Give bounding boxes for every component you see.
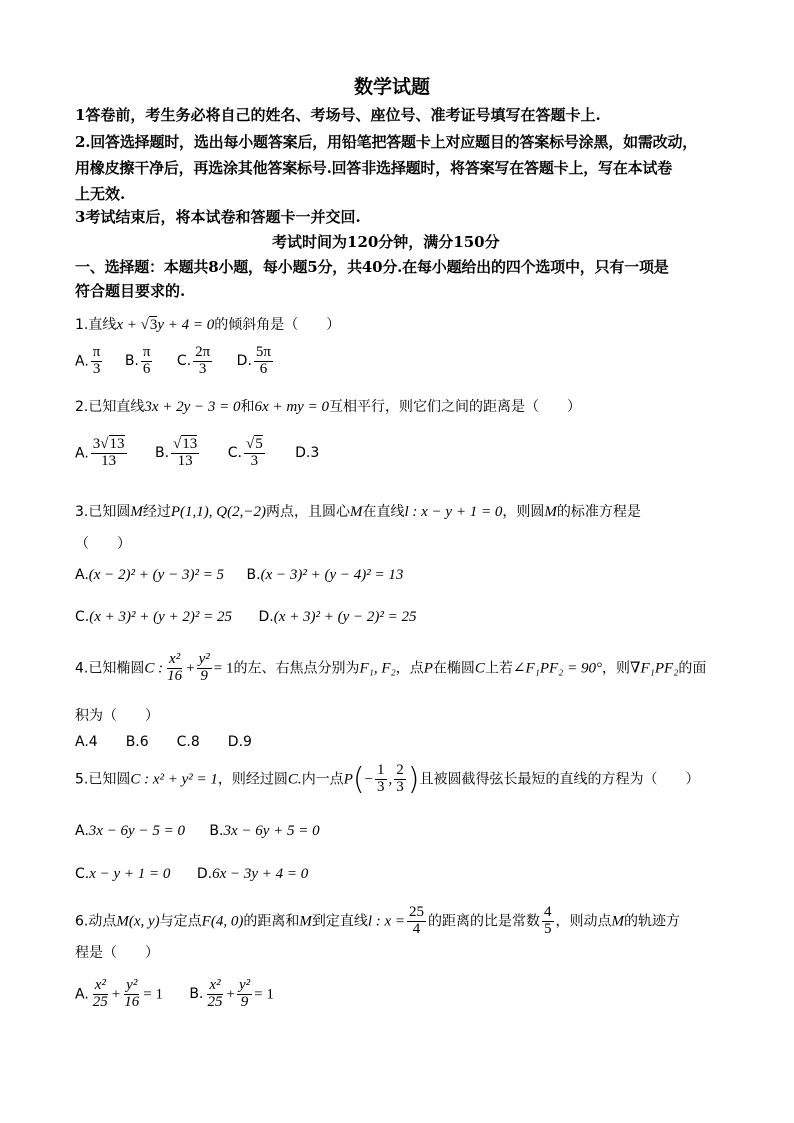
- q4-plus: +: [186, 660, 195, 677]
- q5-option-a: 3x − 6y − 5 = 0: [88, 823, 185, 839]
- q3-option-d: (x + 3)² + (y − 2)² = 25: [273, 609, 417, 625]
- q5-t2: 内一点: [301, 771, 344, 788]
- q4-eq: = 1: [213, 660, 234, 677]
- q2-eq1: 3x + 2y − 3 = 0: [144, 399, 241, 415]
- q2-option-a-label: A.: [75, 445, 89, 462]
- q3-m2: M: [349, 504, 363, 520]
- q2-a-den: 13: [101, 452, 117, 469]
- q6-t6: 的轨迹方: [624, 913, 681, 930]
- q2-mid: 和: [240, 399, 255, 415]
- q5-options-ab: [75, 823, 320, 840]
- q3-points: P(1,1), Q(2,−2): [170, 504, 266, 520]
- q3-option-b: (x − 3)² + (y − 4)² = 13: [260, 567, 404, 583]
- q4-text: 4.已知椭圆: [75, 660, 145, 677]
- q1-c-den: 3: [198, 360, 207, 377]
- q3-options-ab: [75, 567, 403, 584]
- q4-angle: ∠F₁PF₂ = 90°: [512, 660, 603, 677]
- q5-pn1: 1: [377, 762, 385, 779]
- q6-b-plus: +: [226, 986, 235, 1003]
- q6-ad1: 25: [92, 993, 108, 1010]
- q3-t3: 在直线: [362, 504, 405, 520]
- q4-t5: ，则: [602, 660, 631, 677]
- q5-option-b-label: B.: [209, 823, 224, 839]
- question-6: [75, 905, 680, 938]
- q3-t2: 两点，且圆心: [265, 504, 350, 520]
- q2-c-den: 3: [250, 452, 259, 469]
- q3-paren: （ ）: [75, 536, 131, 552]
- q2-option-c-label: C.: [227, 445, 242, 462]
- q6-b-eq: = 1: [254, 986, 274, 1003]
- q6-bn2: y²: [238, 977, 251, 993]
- q6-m3: M: [611, 913, 625, 930]
- q1-b-den: 6: [142, 360, 151, 377]
- q4-t1: 的左、右焦点分别为: [233, 660, 360, 677]
- q3-text: 3.已知圆: [75, 504, 131, 520]
- q1-text: 1.直线: [75, 317, 117, 333]
- q6-a-plus: +: [111, 986, 121, 1003]
- q4-options: A.4 B.6 C.8 D.9: [75, 734, 252, 750]
- q1-d-den: 6: [259, 360, 268, 377]
- instruction-2-end: 上无效.: [75, 185, 126, 203]
- q3-option-c-label: C.: [75, 609, 90, 625]
- q3-line: l : x − y + 1 = 0: [404, 504, 503, 520]
- q3-options-cd: [75, 609, 416, 626]
- q2-option-d: D.3: [295, 445, 320, 462]
- q4-c2: C: [474, 660, 485, 677]
- q5-pd2: 3: [396, 779, 404, 795]
- q3-t4: ，则圆: [502, 504, 545, 520]
- q2-options: A. $\frac{3√13}{13}$ B. $\frac{√13}{13}$ C. $\frac{√5}{3}$ D.3: [75, 436, 320, 469]
- q5-t1: ，则经过圆: [217, 771, 288, 788]
- q6-f: F(4, 0): [201, 913, 244, 930]
- q5-options-cd: [75, 866, 308, 883]
- q5-pd1: 3: [377, 779, 385, 795]
- q3-option-a-label: A.: [75, 567, 89, 583]
- section-heading: 一、选择题：本题共8小题，每小题5分，共40分.在每小题给出的四个选项中，只有一项是: [75, 258, 669, 276]
- q5-eq: C : x² + y² = 1: [130, 771, 218, 788]
- q6-text-cont: 程是（ ）: [75, 945, 159, 961]
- q5-text: 5.已知圆: [75, 771, 131, 788]
- instruction-2: 2.回答选择题时，选出每小题答案后，用铅笔把答题卡上对应题目的答案标号涂黑，如需改动，: [75, 133, 698, 151]
- q6-kd: 5: [544, 920, 552, 937]
- q5-option-a-label: A.: [75, 823, 89, 839]
- q6-a-eq: = 1: [143, 986, 163, 1003]
- q1-eq-rad: 3: [149, 317, 158, 333]
- q6-bd1: 25: [207, 993, 223, 1010]
- q1-b-num: π: [142, 344, 151, 360]
- q1-eq-b: y + 4 = 0: [157, 317, 215, 333]
- q3-option-c: (x + 3)² + (y + 2)² = 25: [89, 609, 233, 625]
- q3-t1: 经过: [142, 504, 171, 520]
- q5-c: C.: [287, 771, 302, 788]
- q4-n2: y²: [198, 651, 210, 667]
- q6-t3: 到定直线: [311, 913, 368, 930]
- q4-d2: 9: [200, 667, 208, 684]
- q6-m2: M: [299, 913, 312, 930]
- q6-t2: 的距离和: [243, 913, 300, 930]
- q2-eq2: 6x + my = 0: [254, 399, 329, 415]
- q6-an1: x²: [94, 977, 106, 993]
- q6-t5: ，则动点: [555, 913, 612, 930]
- q6-m: M(x, y): [116, 913, 160, 930]
- q1-d-num: 5π: [255, 344, 271, 360]
- q6-bd2: 9: [240, 993, 249, 1010]
- q5-option-b: 3x − 6y + 5 = 0: [223, 823, 320, 839]
- q6-ld: 4: [412, 920, 421, 937]
- q4-t3: 在椭圆: [432, 660, 475, 677]
- q6-kn: 4: [544, 904, 552, 920]
- instruction-1: 1答卷前，考生务必将自己的姓名、考场号、座位号、准考证号填写在答题卡上.: [75, 106, 601, 124]
- q3-option-d-label: D.: [258, 609, 274, 625]
- q1-option-b-label: B.: [124, 353, 139, 370]
- q1-option-a-label: A.: [75, 353, 89, 370]
- q5-minus: −: [364, 771, 374, 788]
- q3-option-b-label: B.: [246, 567, 261, 583]
- q1-option-d-label: D.: [236, 353, 252, 370]
- q5-option-d: 6x − 3y + 4 = 0: [212, 866, 309, 882]
- q2-a-coef: 3: [92, 436, 101, 452]
- exam-info: 考试时间为120分钟，满分150分: [272, 233, 500, 251]
- q4-t2: ，点: [395, 660, 424, 677]
- q5-option-c-label: C.: [75, 866, 90, 882]
- q2-post: 互相平行，则它们之间的距离是（ ）: [328, 399, 581, 415]
- question-5: 5.已知圆C : x² + y² = 1，则经过圆C.内一点P(− $\frac{1}{3}$ , $\frac{2}{3}$ )且被圆截得弦长最短的直线的方程为（ ）: [75, 762, 700, 797]
- q5-option-c: x − y + 1 = 0: [89, 866, 171, 882]
- q2-c-rad: 5: [255, 436, 263, 452]
- section-heading-cont: 符合题目要求的.: [75, 282, 186, 300]
- q4-triangle: ∇F₁PF₂: [630, 660, 679, 677]
- instruction-3: 3考试结束后，将本试卷和答题卡一并交回.: [75, 208, 361, 226]
- q5-comma: ,: [388, 771, 393, 788]
- q1-options: [75, 345, 275, 378]
- q3-m3: M: [544, 504, 557, 520]
- q1-eq-a: x +: [116, 317, 141, 333]
- q4-foci: F₁, F₂: [359, 660, 396, 677]
- question-2: [75, 396, 581, 416]
- q6-t4: 的距离的比是常数: [428, 913, 541, 930]
- q6-option-b-label: B.: [189, 986, 204, 1003]
- q5-p: P: [343, 771, 353, 788]
- q1-option-c-label: C.: [176, 353, 192, 370]
- q1-post: 的倾斜角是（ ）: [214, 317, 341, 333]
- question-1: 1.直线x + √3y + 4 = 0的倾斜角是（ ）: [75, 317, 341, 333]
- q2-b-rad: 13: [182, 436, 198, 452]
- q2-a-rad: 13: [109, 436, 125, 452]
- instruction-2-cont: 用橡皮擦干净后，再选涂其他答案标号.回答非选择题时，将答案写在答题卡上，写在本试卷: [75, 159, 673, 177]
- q4-t6: 的面: [678, 660, 707, 677]
- q6-l: l : x =: [367, 913, 406, 930]
- q3-t5: 的标准方程是: [556, 504, 641, 520]
- page-title: 数学试题: [354, 76, 431, 98]
- q4-p: P: [423, 660, 433, 677]
- q6-bn1: x²: [209, 977, 221, 993]
- q1-a-den: 3: [92, 360, 101, 377]
- q2-option-b-label: B.: [154, 445, 170, 462]
- question-4: [75, 652, 706, 685]
- q4-d1: 16: [167, 667, 183, 684]
- q6-ln: 25: [409, 904, 425, 920]
- q6-ad2: 16: [124, 993, 140, 1010]
- q5-option-d-label: D.: [196, 866, 213, 882]
- q4-text-cont: 积为（ ）: [75, 708, 159, 724]
- q6-an2: y²: [126, 977, 138, 993]
- q6-t1: 与定点: [159, 913, 202, 930]
- q4-c: C :: [144, 660, 164, 677]
- q1-a-num: π: [92, 344, 101, 360]
- q6-option-a-label: A.: [75, 986, 89, 1003]
- q4-t4: 上若: [484, 660, 513, 677]
- q5-t3: 且被圆截得弦长最短的直线的方程为（ ）: [419, 771, 700, 788]
- q3-option-a: (x − 2)² + (y − 3)² = 5: [88, 567, 225, 583]
- question-3: [75, 501, 641, 521]
- q4-n1: x²: [169, 651, 181, 667]
- q1-c-num: 2π: [195, 344, 211, 360]
- q3-m1: M: [130, 504, 143, 520]
- q5-pn2: 2: [396, 762, 404, 779]
- q6-options: [75, 978, 274, 1011]
- q2-text: 2.已知直线: [75, 399, 145, 415]
- q6-text: 6.动点: [75, 913, 117, 930]
- q2-b-den: 13: [177, 452, 193, 469]
